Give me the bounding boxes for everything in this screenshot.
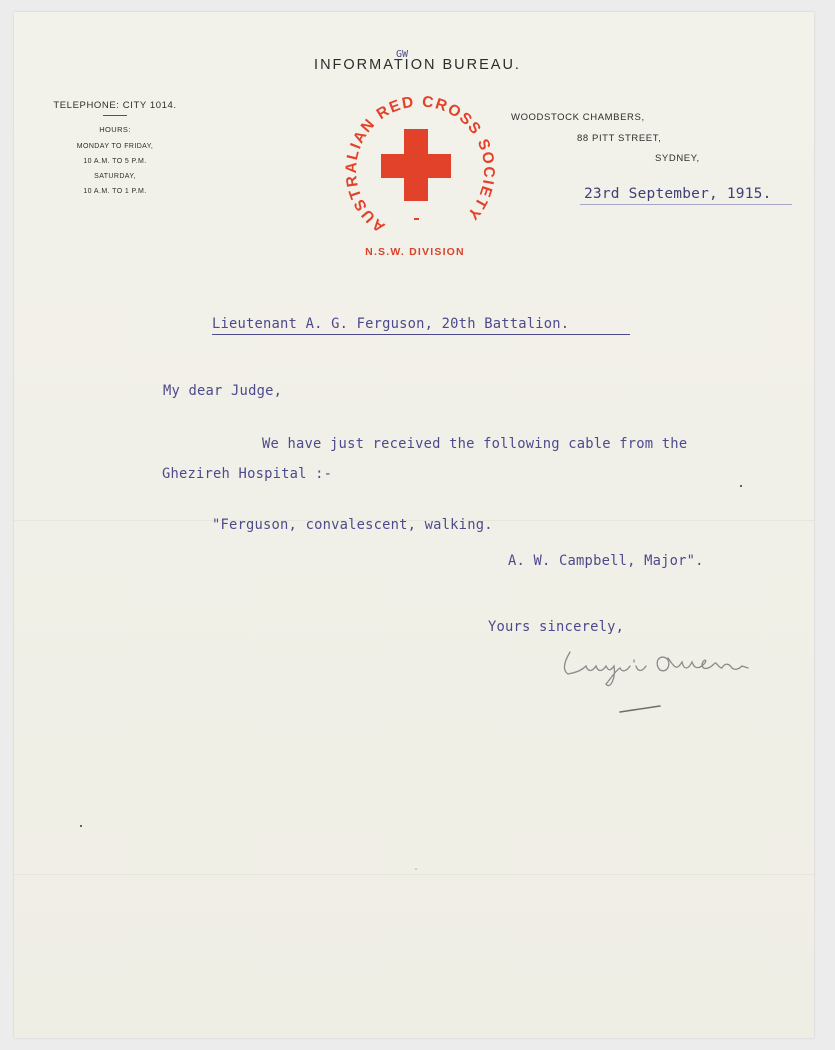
- quote-line: "Ferguson, convalescent, walking.: [212, 517, 493, 533]
- paper-mark: [415, 868, 417, 870]
- weekday-hours: 10 A.M. TO 5 P.M.: [83, 158, 147, 165]
- weekday-label: MONDAY TO FRIDAY,: [76, 143, 154, 150]
- paper-speck: [80, 825, 82, 827]
- bureau-title: INFORMATION BUREAU.: [314, 57, 521, 73]
- letter-date: 23rd September, 1915.: [584, 186, 772, 202]
- division-label: N.S.W. DIVISION: [365, 246, 465, 258]
- handwritten-annotation: GW: [396, 49, 409, 60]
- address-line-2: 88 PITT STREET,: [577, 133, 662, 144]
- emblem-text: AUSTRALIAN RED CROSS SOCIETY: [342, 93, 498, 236]
- address-line-1: WOODSTOCK CHAMBERS,: [511, 112, 645, 123]
- telephone-line: TELEPHONE: CITY 1014.: [53, 100, 177, 111]
- handwritten-signature: [548, 640, 788, 730]
- saturday-label: SATURDAY,: [94, 173, 136, 180]
- paper-fold: [14, 874, 814, 875]
- subject-underline: [212, 334, 630, 335]
- closing: Yours sincerely,: [488, 619, 625, 635]
- address-line-3: SYDNEY,: [655, 153, 700, 164]
- salutation: My dear Judge,: [163, 383, 283, 399]
- date-underline: [580, 204, 792, 205]
- quote-attribution: A. W. Campbell, Major".: [508, 553, 704, 569]
- emblem-dash: [414, 218, 419, 220]
- red-cross-horizontal: [381, 154, 451, 178]
- saturday-hours: 10 A.M. TO 1 P.M.: [83, 188, 147, 195]
- body-line: Ghezireh Hospital :-: [162, 466, 333, 482]
- letter-subject: Lieutenant A. G. Ferguson, 20th Battalion.: [212, 316, 570, 332]
- body-line: We have just received the following cable from the: [262, 436, 688, 452]
- red-cross-emblem: [0, 0, 835, 260]
- paper-speck: [740, 485, 742, 487]
- hours-label: HOURS:: [99, 125, 131, 134]
